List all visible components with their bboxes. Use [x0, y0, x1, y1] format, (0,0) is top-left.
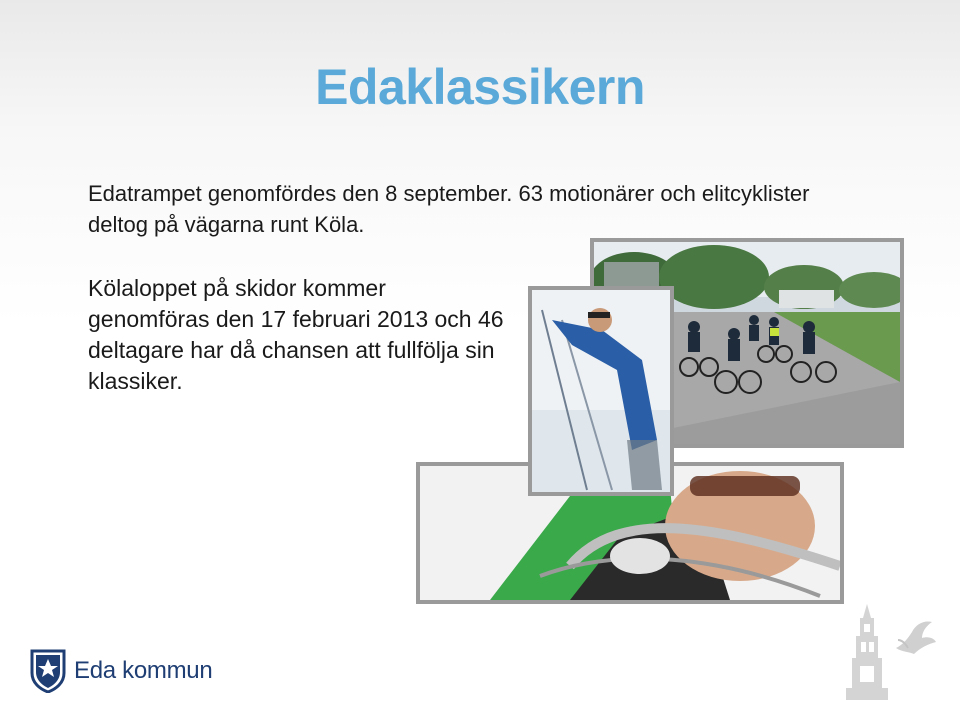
eda-kommun-logo	[30, 648, 212, 694]
dove-icon	[892, 618, 938, 658]
skier-photo	[528, 286, 674, 496]
eda-kommun-shield-icon	[30, 649, 66, 693]
paragraph-kolaloppet: Kölaloppet på skidor kommer genomföras den 17 februari 2013 och 46 deltagare har då chansen att fullfölja sin klassiker.	[88, 275, 504, 394]
slide-title: Edaklassikern	[315, 59, 645, 115]
church-tower-icon	[842, 604, 892, 700]
paragraph-edatrampet: Edatrampet genomfördes den 8 september. 63 motionärer och elitcyklister deltog på vägarna runt Köla.	[88, 181, 810, 237]
logo-text: Eda kommun	[74, 657, 213, 684]
